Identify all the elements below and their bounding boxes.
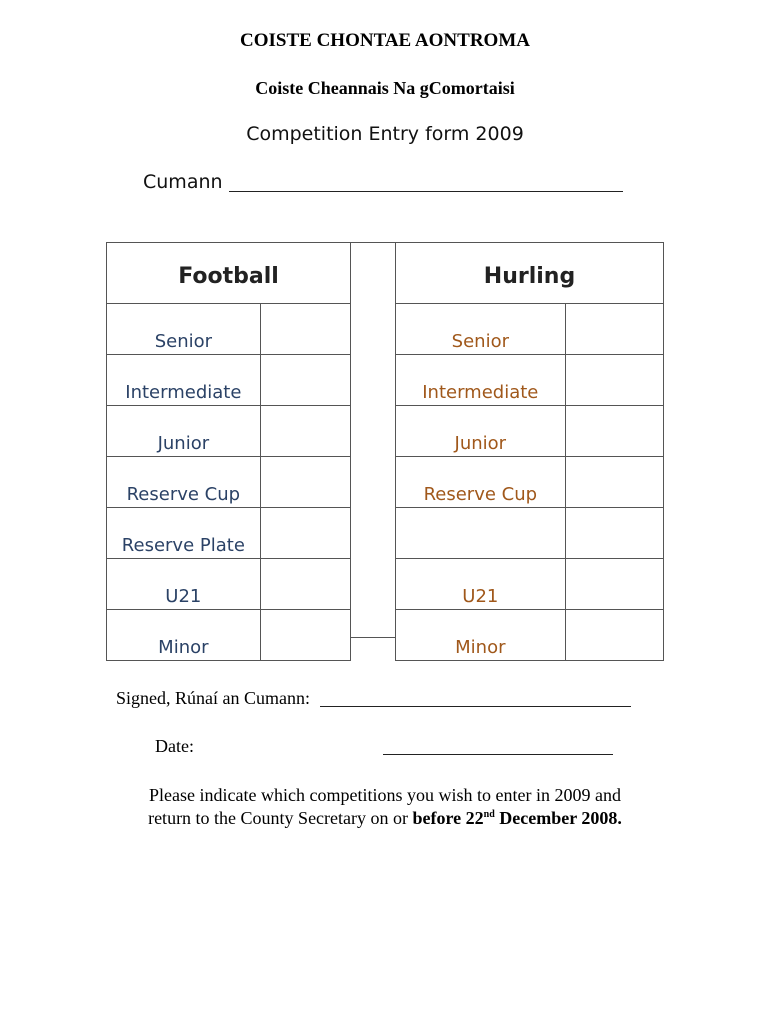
table-row: [396, 457, 664, 508]
football-entry-box[interactable]: [260, 406, 350, 457]
football-label: Senior: [107, 304, 261, 355]
signed-label: Signed, Rúnaí an Cumann:: [116, 688, 310, 708]
hurling-entry-box[interactable]: [565, 559, 663, 610]
signature-blank-line[interactable]: [320, 688, 631, 707]
cumann-field[interactable]: [143, 171, 623, 193]
football-entry-box[interactable]: [260, 304, 350, 355]
date-blank-line[interactable]: [383, 754, 613, 755]
table-row: [396, 559, 664, 610]
football-label: U21: [107, 559, 261, 610]
football-label: Junior: [107, 406, 261, 457]
football-entry-box[interactable]: [260, 355, 350, 406]
table-row: [107, 406, 351, 457]
table-spacer: [350, 242, 396, 638]
football-label: Intermediate: [107, 355, 261, 406]
note-line-2-text: return to the County Secretary on or: [148, 808, 413, 828]
cumann-blank-line[interactable]: [229, 171, 623, 192]
hurling-label: Junior: [396, 406, 566, 457]
table-row: [107, 508, 351, 559]
table-row: [107, 304, 351, 355]
football-entry-box[interactable]: [260, 508, 350, 559]
football-entry-box[interactable]: [260, 457, 350, 508]
table-row: [396, 406, 664, 457]
football-entry-box[interactable]: [260, 559, 350, 610]
table-row: [107, 559, 351, 610]
instructions-note: [0, 784, 770, 830]
football-table: [106, 242, 351, 661]
hurling-entry-box[interactable]: [565, 610, 663, 661]
table-row: [107, 610, 351, 661]
hurling-label: Senior: [396, 304, 566, 355]
hurling-entry-box[interactable]: [565, 457, 663, 508]
hurling-entry-box[interactable]: [565, 355, 663, 406]
table-row: [396, 610, 664, 661]
deadline-ordinal: nd: [483, 809, 495, 820]
signature-field[interactable]: [116, 688, 631, 709]
hurling-label: U21: [396, 559, 566, 610]
table-row: [107, 457, 351, 508]
deadline-text: before 22: [412, 808, 484, 828]
hurling-label: Minor: [396, 610, 566, 661]
football-label: Reserve Cup: [107, 457, 261, 508]
football-heading: Football: [107, 243, 351, 304]
page-title: COISTE CHONTAE AONTROMA: [240, 30, 530, 51]
hurling-label: Reserve Cup: [396, 457, 566, 508]
divider: [350, 242, 351, 639]
football-label: Minor: [107, 610, 261, 661]
committee-subtitle: Coiste Cheannais Na gComortaisi: [255, 78, 515, 98]
hurling-entry-box[interactable]: [565, 304, 663, 355]
form-title: Competition Entry form 2009: [246, 123, 524, 145]
hurling-heading: Hurling: [396, 243, 664, 304]
deadline-month-year: December 2008.: [494, 808, 622, 828]
cumann-label: Cumann: [143, 171, 223, 193]
football-entry-box[interactable]: [260, 610, 350, 661]
table-row: [396, 508, 664, 559]
hurling-label: Intermediate: [396, 355, 566, 406]
table-row: [396, 304, 664, 355]
note-line-2: [0, 807, 770, 830]
hurling-label: [396, 508, 566, 559]
note-line-1: Please indicate which competitions you wish to enter in 2009 and: [149, 785, 621, 805]
hurling-table: [395, 242, 664, 661]
date-label: Date:: [155, 736, 194, 756]
table-row: [396, 355, 664, 406]
hurling-entry-box[interactable]: [565, 406, 663, 457]
football-label: Reserve Plate: [107, 508, 261, 559]
hurling-entry-box[interactable]: [565, 508, 663, 559]
table-row: [107, 355, 351, 406]
